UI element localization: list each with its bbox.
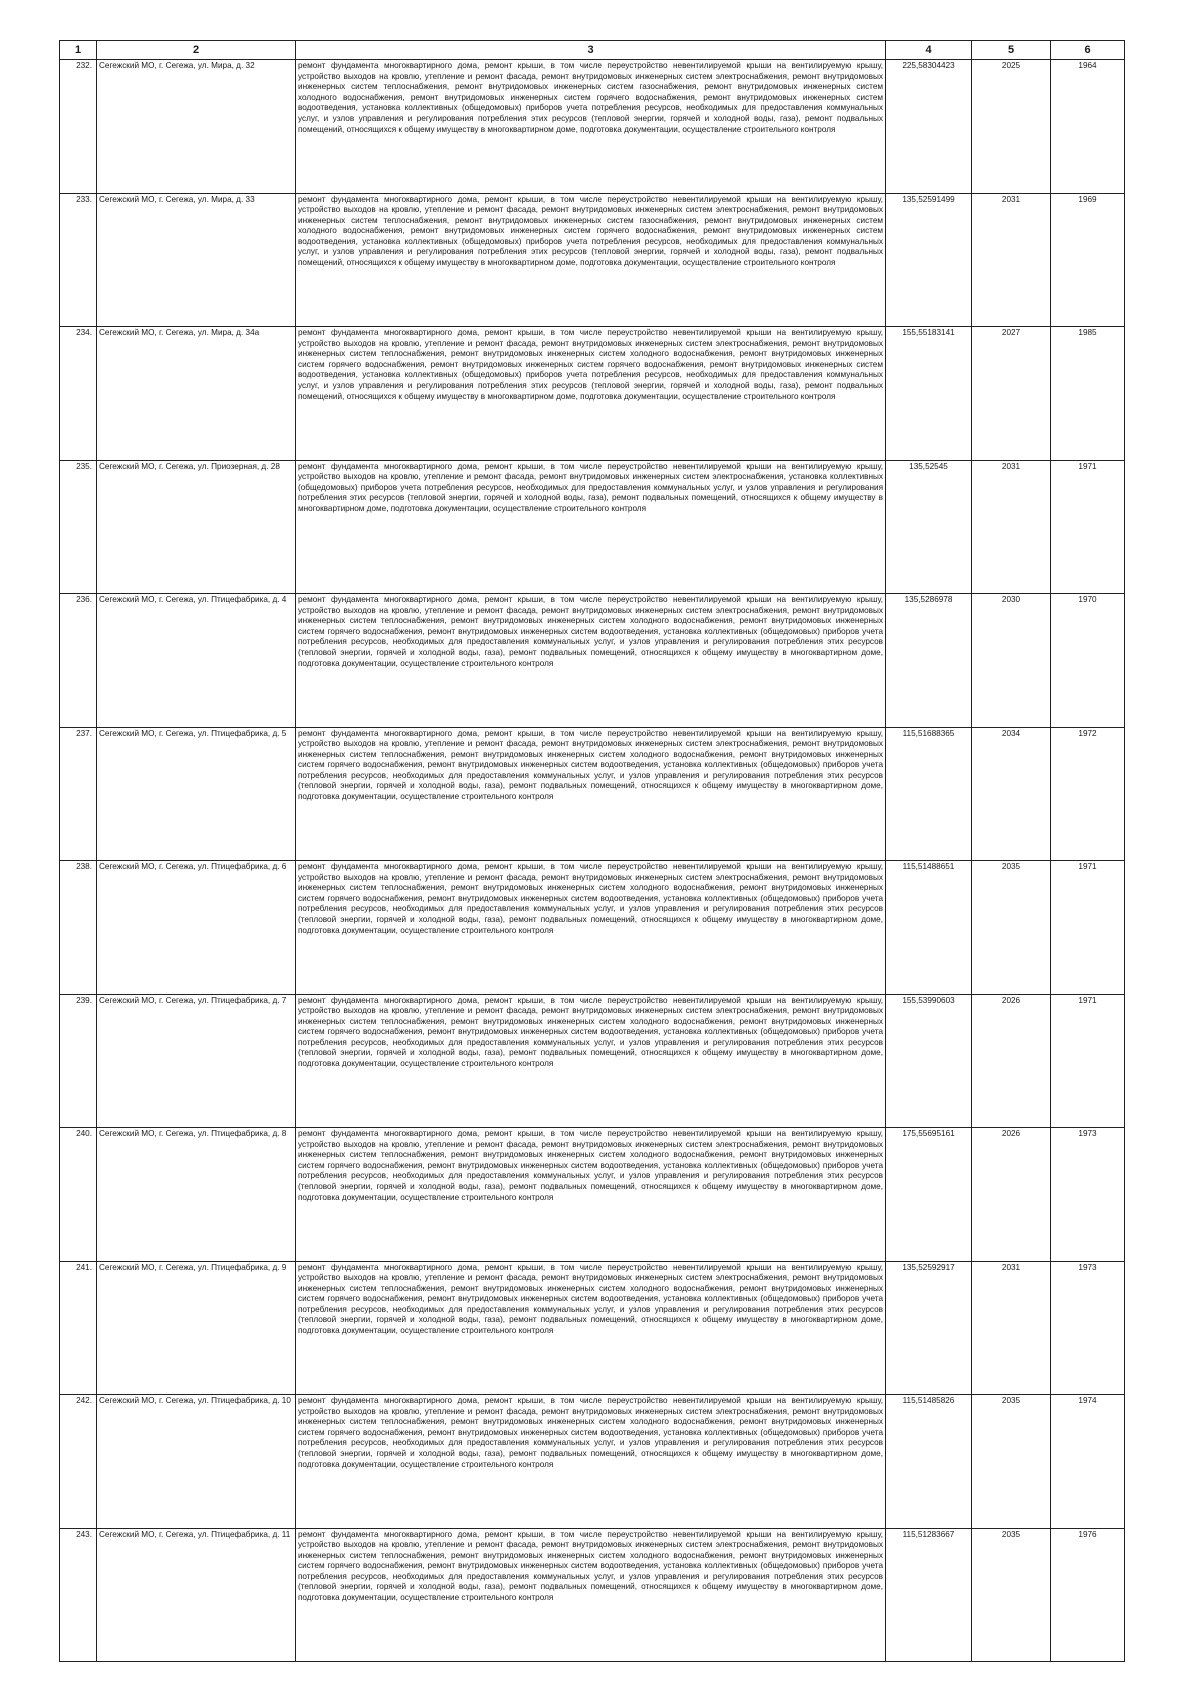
build-year-cell: 1971 <box>1051 861 1125 995</box>
column-header-3: 3 <box>296 41 886 60</box>
address-cell: Сегежский МО, г. Сегежа, ул. Птицефабрика, д. 4 <box>97 594 296 728</box>
address-cell: Сегежский МО, г. Сегежа, ул. Птицефабрика, д. 6 <box>97 861 296 995</box>
works-description-cell: ремонт фундамента многоквартирного дома, ремонт крыши, в том числе переустройство невентилируемой крыши на вентилируемую крышу, устройство выходов на кровлю, утепление и ремонт фасада, ремонт внутридомовых инженерных систем электроснабжения, ремонт внутридомовых инженерных систем теплоснабжения, ремонт внутридомовых инженерных систем холодного водоснабжения, ремонт внутридомовых инженерных систем горячего водоснабжения, ремонт внутридомовых инженерных систем водоотведения, установка коллективных (общедомовых) приборов учета потребления ресурсов, необходимых для предоставления коммунальных услуг, и узлов управления и регулирования потребления этих ресурсов (тепловой энергии, горячей и холодной воды, газа), ремонт подвальных помещений, относящихся к общему имуществу в многоквартирном доме, подготовка документации, осуществление строительного контроля <box>296 727 886 861</box>
row-number: 238. <box>60 861 97 995</box>
address-cell: Сегежский МО, г. Сегежа, ул. Мира, д. 32 <box>97 60 296 194</box>
planned-year-cell: 2035 <box>972 1528 1051 1662</box>
cost-cell: 115,51283667 <box>886 1528 972 1662</box>
table-body <box>60 60 1125 1662</box>
address-cell: Сегежский МО, г. Сегежа, ул. Птицефабрика, д. 9 <box>97 1261 296 1395</box>
column-header-5: 5 <box>972 41 1051 60</box>
build-year-cell: 1971 <box>1051 994 1125 1128</box>
row-number: 234. <box>60 327 97 461</box>
address-cell: Сегежский МО, г. Сегежа, ул. Приозерная, д. 28 <box>97 460 296 594</box>
cost-cell: 115,51488651 <box>886 861 972 995</box>
cost-cell: 135,5286978 <box>886 594 972 728</box>
address-cell: Сегежский МО, г. Сегежа, ул. Птицефабрика, д. 8 <box>97 1128 296 1262</box>
build-year-cell: 1964 <box>1051 60 1125 194</box>
cost-cell: 175,55695161 <box>886 1128 972 1262</box>
cost-cell: 155,53990603 <box>886 994 972 1128</box>
build-year-cell: 1973 <box>1051 1261 1125 1395</box>
cost-cell: 225,58304423 <box>886 60 972 194</box>
works-description-cell: ремонт фундамента многоквартирного дома, ремонт крыши, в том числе переустройство невентилируемой крыши на вентилируемую крышу, устройство выходов на кровлю, утепление и ремонт фасада, ремонт внутридомовых инженерных систем электроснабжения, установка коллективных (общедомовых) приборов учета потребления ресурсов, необходимых для предоставления коммунальных услуг, и узлов управления и регулирования потребления этих ресурсов (тепловой энергии, горячей и холодной воды, газа), ремонт подвальных помещений, относящихся к общему имуществу в многоквартирном доме, подготовка документации, осуществление строительного контроля <box>296 460 886 594</box>
build-year-cell: 1971 <box>1051 460 1125 594</box>
address-cell: Сегежский МО, г. Сегежа, ул. Птицефабрика, д. 10 <box>97 1395 296 1529</box>
works-description-cell: ремонт фундамента многоквартирного дома, ремонт крыши, в том числе переустройство невентилируемой крыши на вентилируемую крышу, устройство выходов на кровлю, утепление и ремонт фасада, ремонт внутридомовых инженерных систем электроснабжения, ремонт внутридомовых инженерных систем теплоснабжения, ремонт внутридомовых инженерных систем холодного водоснабжения, ремонт внутридомовых инженерных систем горячего водоснабжения, ремонт внутридомовых инженерных систем водоотведения, установка коллективных (общедомовых) приборов учета потребления ресурсов, необходимых для предоставления коммунальных услуг, и узлов управления и регулирования потребления этих ресурсов (тепловой энергии, горячей и холодной воды, газа), ремонт подвальных помещений, относящихся к общему имуществу в многоквартирном доме, подготовка документации, осуществление строительного контроля <box>296 1261 886 1395</box>
row-number: 232. <box>60 60 97 194</box>
cost-cell: 135,52591499 <box>886 193 972 327</box>
planned-year-cell: 2035 <box>972 861 1051 995</box>
table-row <box>60 1395 1125 1529</box>
table-row <box>60 1261 1125 1395</box>
planned-year-cell: 2030 <box>972 594 1051 728</box>
table-row <box>60 460 1125 594</box>
planned-year-cell: 2034 <box>972 727 1051 861</box>
column-header-6: 6 <box>1051 41 1125 60</box>
address-cell: Сегежский МО, г. Сегежа, ул. Мира, д. 33 <box>97 193 296 327</box>
cost-cell: 115,51688365 <box>886 727 972 861</box>
planned-year-cell: 2027 <box>972 327 1051 461</box>
build-year-cell: 1976 <box>1051 1528 1125 1662</box>
row-number: 236. <box>60 594 97 728</box>
works-description-cell: ремонт фундамента многоквартирного дома, ремонт крыши, в том числе переустройство невентилируемой крыши на вентилируемую крышу, устройство выходов на кровлю, утепление и ремонт фасада, ремонт внутридомовых инженерных систем электроснабжения, ремонт внутридомовых инженерных систем теплоснабжения, ремонт внутридомовых инженерных систем холодного водоснабжения, ремонт внутридомовых инженерных систем горячего водоснабжения, ремонт внутридомовых инженерных систем водоотведения, установка коллективных (общедомовых) приборов учета потребления ресурсов, необходимых для предоставления коммунальных услуг, и узлов управления и регулирования потребления этих ресурсов (тепловой энергии, горячей и холодной воды, газа), ремонт подвальных помещений, относящихся к общему имуществу в многоквартирном доме, подготовка документации, осуществление строительного контроля <box>296 1528 886 1662</box>
table-row <box>60 861 1125 995</box>
planned-year-cell: 2031 <box>972 193 1051 327</box>
capital-repair-table <box>59 40 1125 1662</box>
build-year-cell: 1974 <box>1051 1395 1125 1529</box>
works-description-cell: ремонт фундамента многоквартирного дома, ремонт крыши, в том числе переустройство невентилируемой крыши на вентилируемую крышу, устройство выходов на кровлю, утепление и ремонт фасада, ремонт внутридомовых инженерных систем электроснабжения, ремонт внутридомовых инженерных систем теплоснабжения, ремонт внутридомовых инженерных систем холодного водоснабжения, ремонт внутридомовых инженерных систем горячего водоснабжения, ремонт внутридомовых инженерных систем водоотведения, установка коллективных (общедомовых) приборов учета потребления ресурсов, необходимых для предоставления коммунальных услуг, и узлов управления и регулирования потребления этих ресурсов (тепловой энергии, горячей и холодной воды, газа), ремонт подвальных помещений, относящихся к общему имуществу в многоквартирном доме, подготовка документации, осуществление строительного контроля <box>296 594 886 728</box>
table-row <box>60 193 1125 327</box>
planned-year-cell: 2031 <box>972 460 1051 594</box>
table-row <box>60 1528 1125 1662</box>
document-page <box>59 40 1124 1662</box>
address-cell: Сегежский МО, г. Сегежа, ул. Птицефабрика, д. 5 <box>97 727 296 861</box>
row-number: 239. <box>60 994 97 1128</box>
row-number: 233. <box>60 193 97 327</box>
works-description-cell: ремонт фундамента многоквартирного дома, ремонт крыши, в том числе переустройство невентилируемой крыши на вентилируемую крышу, устройство выходов на кровлю, утепление и ремонт фасада, ремонт внутридомовых инженерных систем электроснабжения, ремонт внутридомовых инженерных систем теплоснабжения, ремонт внутридомовых инженерных систем холодного водоснабжения, ремонт внутридомовых инженерных систем горячего водоснабжения, ремонт внутридомовых инженерных систем водоотведения, установка коллективных (общедомовых) приборов учета потребления ресурсов, необходимых для предоставления коммунальных услуг, и узлов управления и регулирования потребления этих ресурсов (тепловой энергии, горячей и холодной воды, газа), ремонт подвальных помещений, относящихся к общему имуществу в многоквартирном доме, подготовка документации, осуществление строительного контроля <box>296 861 886 995</box>
works-description-cell: ремонт фундамента многоквартирного дома, ремонт крыши, в том числе переустройство невентилируемой крыши на вентилируемую крышу, устройство выходов на кровлю, утепление и ремонт фасада, ремонт внутридомовых инженерных систем электроснабжения, ремонт внутридомовых инженерных систем теплоснабжения, ремонт внутридомовых инженерных систем холодного водоснабжения, ремонт внутридомовых инженерных систем горячего водоснабжения, ремонт внутридомовых инженерных систем водоотведения, установка коллективных (общедомовых) приборов учета потребления ресурсов, необходимых для предоставления коммунальных услуг, и узлов управления и регулирования потребления этих ресурсов (тепловой энергии, горячей и холодной воды, газа), ремонт подвальных помещений, относящихся к общему имуществу в многоквартирном доме, подготовка документации, осуществление строительного контроля <box>296 1395 886 1529</box>
row-number: 241. <box>60 1261 97 1395</box>
planned-year-cell: 2031 <box>972 1261 1051 1395</box>
planned-year-cell: 2025 <box>972 60 1051 194</box>
address-cell: Сегежский МО, г. Сегежа, ул. Птицефабрика, д. 7 <box>97 994 296 1128</box>
build-year-cell: 1972 <box>1051 727 1125 861</box>
build-year-cell: 1970 <box>1051 594 1125 728</box>
table-row <box>60 594 1125 728</box>
cost-cell: 135,52545 <box>886 460 972 594</box>
build-year-cell: 1969 <box>1051 193 1125 327</box>
address-cell: Сегежский МО, г. Сегежа, ул. Мира, д. 34а <box>97 327 296 461</box>
build-year-cell: 1985 <box>1051 327 1125 461</box>
works-description-cell: ремонт фундамента многоквартирного дома, ремонт крыши, в том числе переустройство невентилируемой крыши на вентилируемую крышу, устройство выходов на кровлю, утепление и ремонт фасада, ремонт внутридомовых инженерных систем электроснабжения, ремонт внутридомовых инженерных систем теплоснабжения, ремонт внутридомовых инженерных систем холодного водоснабжения, ремонт внутридомовых инженерных систем горячего водоснабжения, ремонт внутридомовых инженерных систем горячего водоснабжения, ремонт внутридомовых инженерных систем водоотведения, установка коллективных (общедомовых) приборов учета потребления ресурсов, необходимых для предоставления коммунальных услуг, и узлов управления и регулирования потребления этих ресурсов (тепловой энергии, горячей и холодной воды, газа), ремонт подвальных помещений, относящихся к общему имуществу в многоквартирном доме, подготовка документации, осуществление строительного контроля <box>296 327 886 461</box>
cost-cell: 135,52592917 <box>886 1261 972 1395</box>
row-number: 235. <box>60 460 97 594</box>
table-row <box>60 60 1125 194</box>
column-header-2: 2 <box>97 41 296 60</box>
table-row <box>60 327 1125 461</box>
address-cell: Сегежский МО, г. Сегежа, ул. Птицефабрика, д. 11 <box>97 1528 296 1662</box>
header-row <box>60 41 1125 60</box>
table-row <box>60 727 1125 861</box>
row-number: 240. <box>60 1128 97 1262</box>
planned-year-cell: 2026 <box>972 994 1051 1128</box>
column-header-1: 1 <box>60 41 97 60</box>
planned-year-cell: 2035 <box>972 1395 1051 1529</box>
column-header-4: 4 <box>886 41 972 60</box>
build-year-cell: 1973 <box>1051 1128 1125 1262</box>
planned-year-cell: 2026 <box>972 1128 1051 1262</box>
cost-cell: 155,55183141 <box>886 327 972 461</box>
row-number: 243. <box>60 1528 97 1662</box>
works-description-cell: ремонт фундамента многоквартирного дома, ремонт крыши, в том числе переустройство невентилируемой крыши на вентилируемую крышу, устройство выходов на кровлю, утепление и ремонт фасада, ремонт внутридомовых инженерных систем электроснабжения, ремонт внутридомовых инженерных систем теплоснабжения, ремонт внутридомовых инженерных систем холодного водоснабжения, ремонт внутридомовых инженерных систем горячего водоснабжения, ремонт внутридомовых инженерных систем водоотведения, установка коллективных (общедомовых) приборов учета потребления ресурсов, необходимых для предоставления коммунальных услуг, и узлов управления и регулирования потребления этих ресурсов (тепловой энергии, горячей и холодной воды, газа), ремонт подвальных помещений, относящихся к общему имуществу в многоквартирном доме, подготовка документации, осуществление строительного контроля <box>296 994 886 1128</box>
row-number: 242. <box>60 1395 97 1529</box>
table-row <box>60 1128 1125 1262</box>
cost-cell: 115,51485826 <box>886 1395 972 1529</box>
works-description-cell: ремонт фундамента многоквартирного дома, ремонт крыши, в том числе переустройство невентилируемой крыши на вентилируемую крышу, устройство выходов на кровлю, утепление и ремонт фасада, ремонт внутридомовых инженерных систем электроснабжения, ремонт внутридомовых инженерных систем теплоснабжения, ремонт внутридомовых инженерных систем газоснабжения, ремонт внутридомовых инженерных систем холодного водоснабжения, ремонт внутридомовых инженерных систем горячего водоснабжения, ремонт внутридомовых инженерных систем водоотведения, установка коллективных (общедомовых) приборов учета потребления ресурсов, необходимых для предоставления коммунальных услуг, и узлов управления и регулирования потребления этих ресурсов (тепловой энергии, горячей и холодной воды, газа), ремонт подвальных помещений, относящихся к общему имуществу в многоквартирном доме, подготовка документации, осуществление строительного контроля <box>296 60 886 194</box>
row-number: 237. <box>60 727 97 861</box>
table-row <box>60 994 1125 1128</box>
works-description-cell: ремонт фундамента многоквартирного дома, ремонт крыши, в том числе переустройство невентилируемой крыши на вентилируемую крышу, устройство выходов на кровлю, утепление и ремонт фасада, ремонт внутридомовых инженерных систем электроснабжения, ремонт внутридомовых инженерных систем теплоснабжения, ремонт внутридомовых инженерных систем газоснабжения, ремонт внутридомовых инженерных систем холодного водоснабжения, ремонт внутридомовых инженерных систем горячего водоснабжения, ремонт внутридомовых инженерных систем водоотведения, установка коллективных (общедомовых) приборов учета потребления ресурсов, необходимых для предоставления коммунальных услуг, и узлов управления и регулирования потребления этих ресурсов (тепловой энергии, горячей и холодной воды, газа), ремонт подвальных помещений, относящихся к общему имуществу в многоквартирном доме, подготовка документации, осуществление строительного контроля <box>296 193 886 327</box>
works-description-cell: ремонт фундамента многоквартирного дома, ремонт крыши, в том числе переустройство невентилируемой крыши на вентилируемую крышу, устройство выходов на кровлю, утепление и ремонт фасада, ремонт внутридомовых инженерных систем электроснабжения, ремонт внутридомовых инженерных систем теплоснабжения, ремонт внутридомовых инженерных систем холодного водоснабжения, ремонт внутридомовых инженерных систем горячего водоснабжения, ремонт внутридомовых инженерных систем водоотведения, установка коллективных (общедомовых) приборов учета потребления ресурсов, необходимых для предоставления коммунальных услуг, и узлов управления и регулирования потребления этих ресурсов (тепловой энергии, горячей и холодной воды, газа), ремонт подвальных помещений, относящихся к общему имуществу в многоквартирном доме, подготовка документации, осуществление строительного контроля <box>296 1128 886 1262</box>
